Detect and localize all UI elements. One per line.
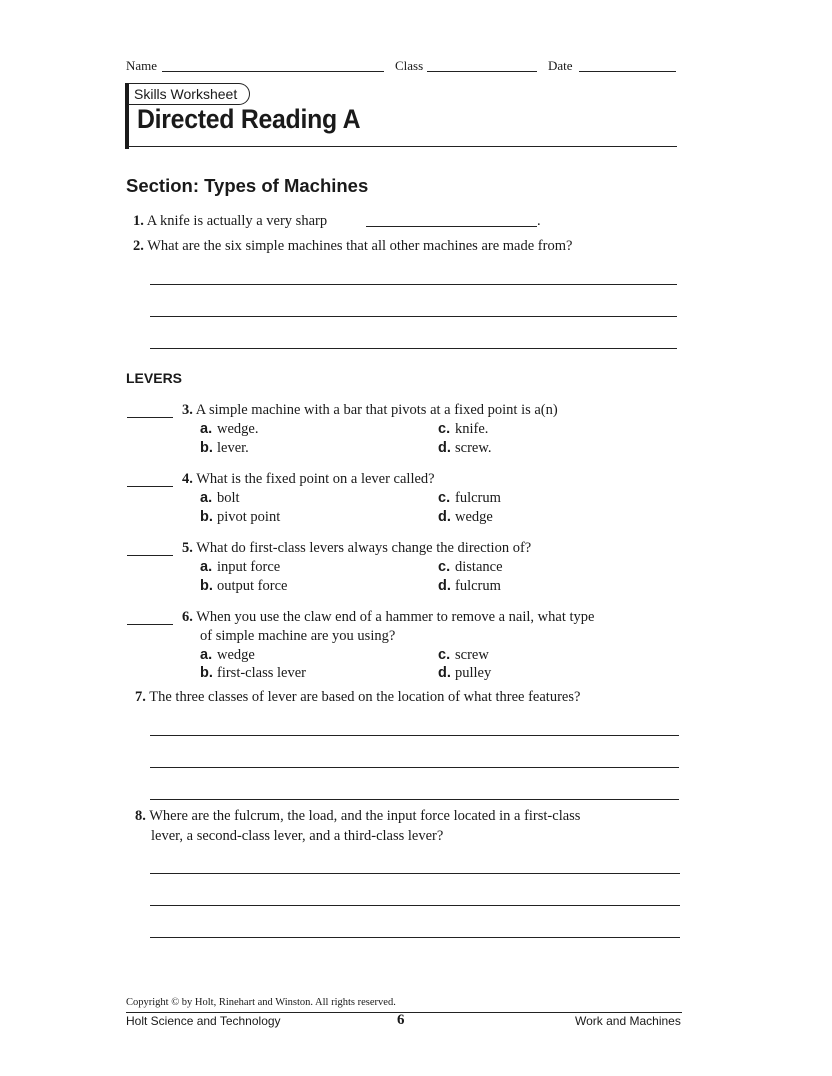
name-field[interactable] [162,71,384,72]
question-number: 6. [182,609,193,625]
question-number: 3. [182,402,193,418]
page-title: Directed Reading A [137,104,361,134]
option-d: d. wedge [438,509,493,525]
question-number: 2. [133,238,144,254]
answer-line-q8-2[interactable] [150,905,680,906]
copyright-notice: Copyright © by Holt, Rinehart and Winston. All rights reserved. [126,997,396,1008]
levers-heading: LEVERS [126,370,183,386]
class-field[interactable] [427,71,537,72]
option-b: b. output force [200,578,288,594]
worksheet-tag: Skills Worksheet [128,83,250,105]
answer-line-q7-3[interactable] [150,799,679,800]
answer-blank-q6[interactable] [127,624,173,625]
option-c: c. knife. [438,421,489,437]
question-number: 4. [182,471,193,487]
question-2 [133,238,572,255]
footer-chapter: Work and Machines [575,1014,681,1028]
option-b: b. pivot point [200,509,281,525]
question-6-continued: of simple machine are you using? [200,628,396,644]
question-text: A knife is actually a very sharp [146,213,328,229]
answer-line-q8-3[interactable] [150,937,680,938]
footer-publication: Holt Science and Technology [126,1014,281,1028]
answer-blank-q3[interactable] [127,417,173,418]
question-5 [182,540,531,557]
question-8 [135,808,580,825]
option-a: a. wedge [200,647,255,663]
date-field[interactable] [579,71,676,72]
option-b: b. lever. [200,440,249,456]
question-1 [133,213,327,230]
option-a: a. wedge. [200,421,259,437]
question-1-period: . [537,213,541,229]
question-number: 1. [133,213,144,229]
question-3 [182,402,558,419]
question-text: Where are the fulcrum, the load, and the input force located in a first-class [149,808,581,824]
question-number: 7. [135,689,146,705]
date-label: Date [548,58,573,73]
class-label: Class [395,58,424,73]
option-c: c. screw [438,647,489,663]
option-a: a. input force [200,559,281,575]
question-number: 8. [135,808,146,824]
question-7 [135,689,580,706]
question-text: A simple machine with a bar that pivots at a fixed point is a(n) [195,402,558,418]
answer-blank-q4[interactable] [127,486,173,487]
answer-line-q7-1[interactable] [150,735,679,736]
question-text: What is the fixed point on a lever called? [196,471,435,487]
answer-line-q1[interactable] [366,226,537,227]
question-text: When you use the claw end of a hammer to remove a nail, what type [196,609,595,625]
answer-line-q7-2[interactable] [150,767,679,768]
question-4 [182,471,435,488]
answer-line-q8-1[interactable] [150,873,680,874]
option-d: d. fulcrum [438,578,501,594]
answer-line-q2-1[interactable] [150,284,677,285]
question-8-continued: lever, a second-class lever, and a third-class lever? [151,828,444,844]
option-b: b. first-class lever [200,665,306,681]
page-number: 6 [397,1012,405,1028]
answer-line-q2-3[interactable] [150,348,677,349]
question-text: What do first-class levers always change the direction of? [196,540,532,556]
option-d: d. screw. [438,440,492,456]
option-c: c. fulcrum [438,490,501,506]
answer-line-q2-2[interactable] [150,316,677,317]
question-text: What are the six simple machines that all other machines are made from? [147,238,573,254]
section-title: Section: Types of Machines [126,175,369,196]
question-number: 5. [182,540,193,556]
option-a: a. bolt [200,490,240,506]
title-underline [128,146,677,147]
answer-blank-q5[interactable] [127,555,173,556]
question-6 [182,609,594,626]
question-text: The three classes of lever are based on the location of what three features? [149,689,581,705]
name-label: Name [126,58,158,73]
option-c: c. distance [438,559,503,575]
option-d: d. pulley [438,665,492,681]
